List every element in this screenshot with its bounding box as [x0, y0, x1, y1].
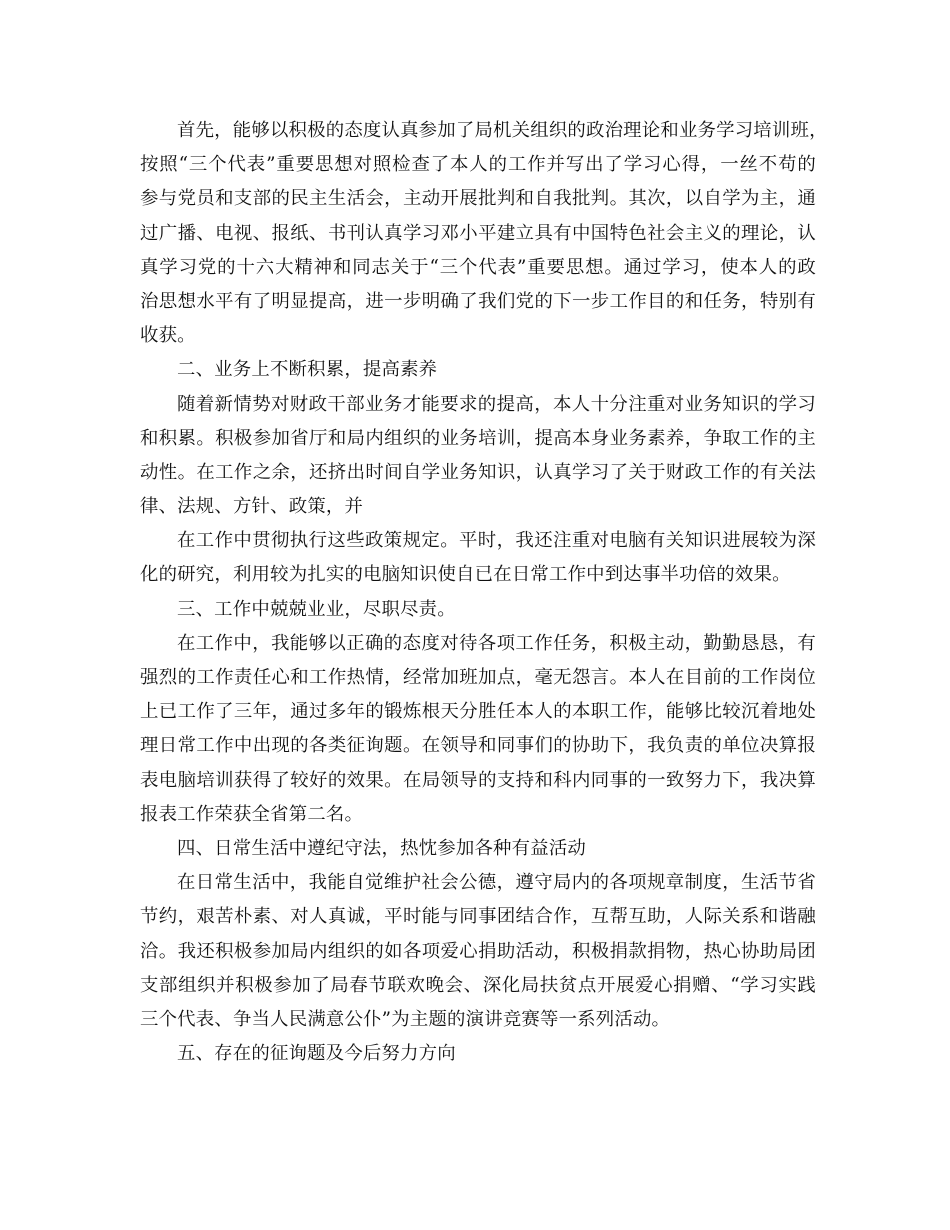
text-line: 治思想水平有了明显提高，进一步明确了我们党的下一步工作目的和任务，特别有 [140, 290, 816, 312]
text-line: 理日常工作中出现的各类征询题。在领导和同事们的协助下，我负责的单位决算报 [140, 735, 816, 757]
paragraph [140, 388, 816, 525]
section-heading [140, 1037, 816, 1071]
text-line: 和积累。积极参加省厅和局内组织的业务培训，提高本身业务素养，争取工作的主 [140, 427, 816, 449]
text-line: 化的研究，利用较为扎实的电脑知识使自已在日常工作中到达事半功倍的效果。 [140, 564, 791, 586]
text-line: 按照“三个代表”重要思想对照检查了本人的工作并写出了学习心得，一丝不苟的 [140, 154, 816, 176]
text-line: 参与党员和支部的民主生活会，主动开展批判和自我批判。其次，以自学为主，通 [140, 188, 816, 210]
heading-text: 四、日常生活中遵纪守法，热忱参加各种有益活动 [177, 837, 586, 859]
paragraph [140, 627, 816, 832]
text-line: 动性。在工作之余，还挤出时间自学业务知识，认真学习了关于财政工作的有关法 [140, 461, 816, 483]
document-body [140, 114, 828, 1071]
section-heading [140, 593, 816, 627]
text-line: 随着新情势对财政干部业务才能要求的提高，本人十分注重对业务知识的学习 [177, 393, 816, 415]
paragraph [140, 866, 816, 1037]
text-line: 三个代表、争当人民满意公仆”为主题的演讲竞赛等一系列活动。 [140, 1008, 671, 1030]
text-line: 在日常生活中，我能自觉维护社会公德，遵守局内的各项规章制度，生活节省 [177, 872, 816, 894]
text-line: 上已工作了三年，通过多年的锻炼根天分胜任本人的本职工作，能够比较沉着地处 [140, 701, 816, 723]
text-line: 报表工作荣获全省第二名。 [140, 803, 364, 825]
text-line: 强烈的工作责任心和工作热情，经常加班加点，毫无怨言。本人在目前的工作岗位 [140, 667, 816, 688]
text-line: 节约，艰苦朴素、对人真诚，平时能与同事团结合作，互帮互助，人际关系和谐融 [140, 906, 816, 928]
paragraph [140, 114, 828, 353]
section-heading [140, 353, 816, 387]
text-line: 表电脑培训获得了较好的效果。在局领导的支持和科内同事的一致努力下，我决算 [140, 769, 816, 791]
text-line: 洽。我还积极参加局内组织的如各项爱心捐助活动，积极捐款捐物，热心协助局团 [140, 940, 816, 962]
text-line: 支部组织并积极参加了局春节联欢晚会、深化局扶贫点开展爱心捐赠、“学习实践 [140, 974, 816, 996]
heading-text: 二、业务上不断积累，提高素养 [177, 359, 438, 381]
heading-text: 三、工作中兢兢业业，尽职尽责。 [177, 598, 456, 620]
text-line: 真学习党的十六大精神和同志关于“三个代表”重要思想。通过学习，使本人的政 [140, 256, 816, 278]
text-line: 在工作中，我能够以正确的态度对待各项工作任务，积极主动，勤勤恳恳，有 [177, 632, 816, 654]
text-line: 在工作中贯彻执行这些政策规定。平时，我还注重对电脑有关知识进展较为深 [177, 530, 816, 552]
paragraph [140, 524, 816, 592]
text-line: 过广播、电视、报纸、书刊认真学习邓小平建立具有中国特色社会主义的理论，认 [140, 222, 816, 244]
text-line: 首先，能够以积极的态度认真参加了局机关组织的政治理论和业务学习培训班， [177, 120, 828, 141]
section-heading [140, 832, 816, 866]
text-line: 收获。 [140, 325, 196, 347]
text-line: 律、法规、方针、政策，并 [140, 496, 364, 518]
heading-text: 五、存在的征询题及今后努力方向 [177, 1043, 456, 1065]
